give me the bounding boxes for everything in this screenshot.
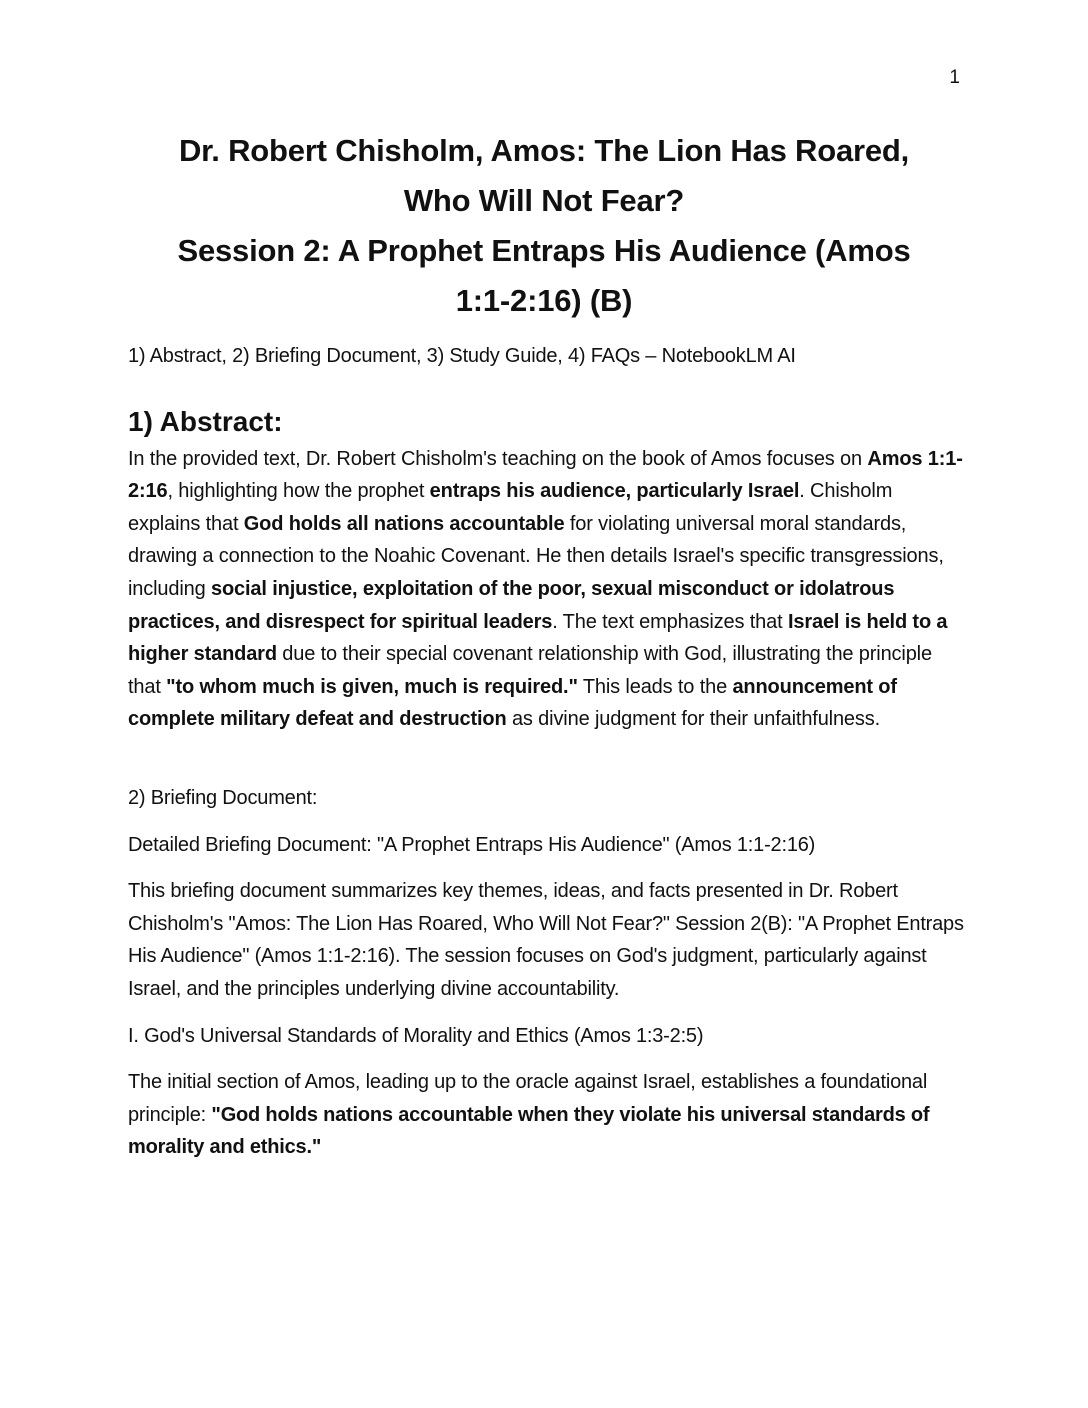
abstract-emphasis: announcement of complete military defeat and destruction [128, 675, 897, 731]
title-line-2: Who Will Not Fear? [403, 183, 685, 218]
section-1-paragraph [128, 1066, 966, 1164]
contents-subtitle: 1) Abstract, 2) Briefing Document, 3) Study Guide, 4) FAQs – NotebookLM AI [128, 345, 796, 367]
abstract-paragraph [128, 443, 966, 736]
page-number: 1 [949, 67, 960, 88]
abstract-emphasis: social injustice, exploitation of the poor, sexual misconduct or idolatrous practices, and disrespect for spiritual leaders [128, 577, 895, 633]
abstract-text: . The text emphasizes that [552, 610, 788, 633]
section-1-text: The initial section of Amos, leading up to the oracle against Israel, establishes a foundational principle: [128, 1071, 928, 1126]
abstract-text: due to their special covenant relationship with God, illustrating the principle that [128, 643, 932, 698]
title-line-3: Session 2: A Prophet Entraps His Audience (Amos [177, 233, 911, 268]
abstract-emphasis: entraps his audience, particularly Israel [429, 480, 800, 503]
abstract-text: In the provided text, Dr. Robert Chisholm's teaching on the book of Amos focuses on [128, 447, 868, 470]
abstract-text: as divine judgment for their unfaithfulness. [506, 708, 881, 731]
abstract-text: This leads to the [577, 675, 733, 698]
section-1-heading: I. God's Universal Standards of Morality and Ethics (Amos 1:3-2:5) [128, 1024, 704, 1047]
abstract-emphasis: Amos 1:1-2:16 [128, 447, 963, 503]
abstract-heading: 1) Abstract: [128, 405, 283, 437]
document-body [128, 340, 966, 1178]
abstract-emphasis: Israel is held to a higher standard [128, 610, 948, 666]
briefing-heading: 2) Briefing Document: [128, 786, 318, 809]
section-1-emphasis: "God holds nations accountable when they violate his universal standards of morality and ethics." [128, 1103, 930, 1159]
title-line-4: 1:1-2:16) (B) [455, 283, 633, 318]
abstract-emphasis: "to whom much is given, much is required." [166, 675, 578, 698]
section-spacer [128, 736, 966, 782]
abstract-text: , highlighting how the prophet [167, 480, 430, 503]
abstract-text: . Chisholm explains that [128, 480, 893, 535]
abstract-emphasis: God holds all nations accountable [243, 512, 565, 535]
title-line-1: Dr. Robert Chisholm, Amos: The Lion Has Roared, [178, 133, 910, 168]
briefing-document-title: Detailed Briefing Document: "A Prophet Entraps His Audience" (Amos 1:1-2:16) [128, 833, 816, 856]
document-title [128, 126, 960, 326]
briefing-intro-paragraph: This briefing document summarizes key themes, ideas, and facts presented in Dr. Robert Chisholm's "Amos: The Lion Has Roared, Who Will Not Fear?" Session 2(B): "A Prophet Entraps His Audience" (Amos 1:1-2:16). The session focuses on God's judgment, particularly against Israel, and the principles underlying divine accountability. [128, 880, 964, 1000]
abstract-text: for violating universal moral standards, drawing a connection to the Noahic Covenant. He then details Israel's specific transgressions, including [128, 512, 944, 600]
